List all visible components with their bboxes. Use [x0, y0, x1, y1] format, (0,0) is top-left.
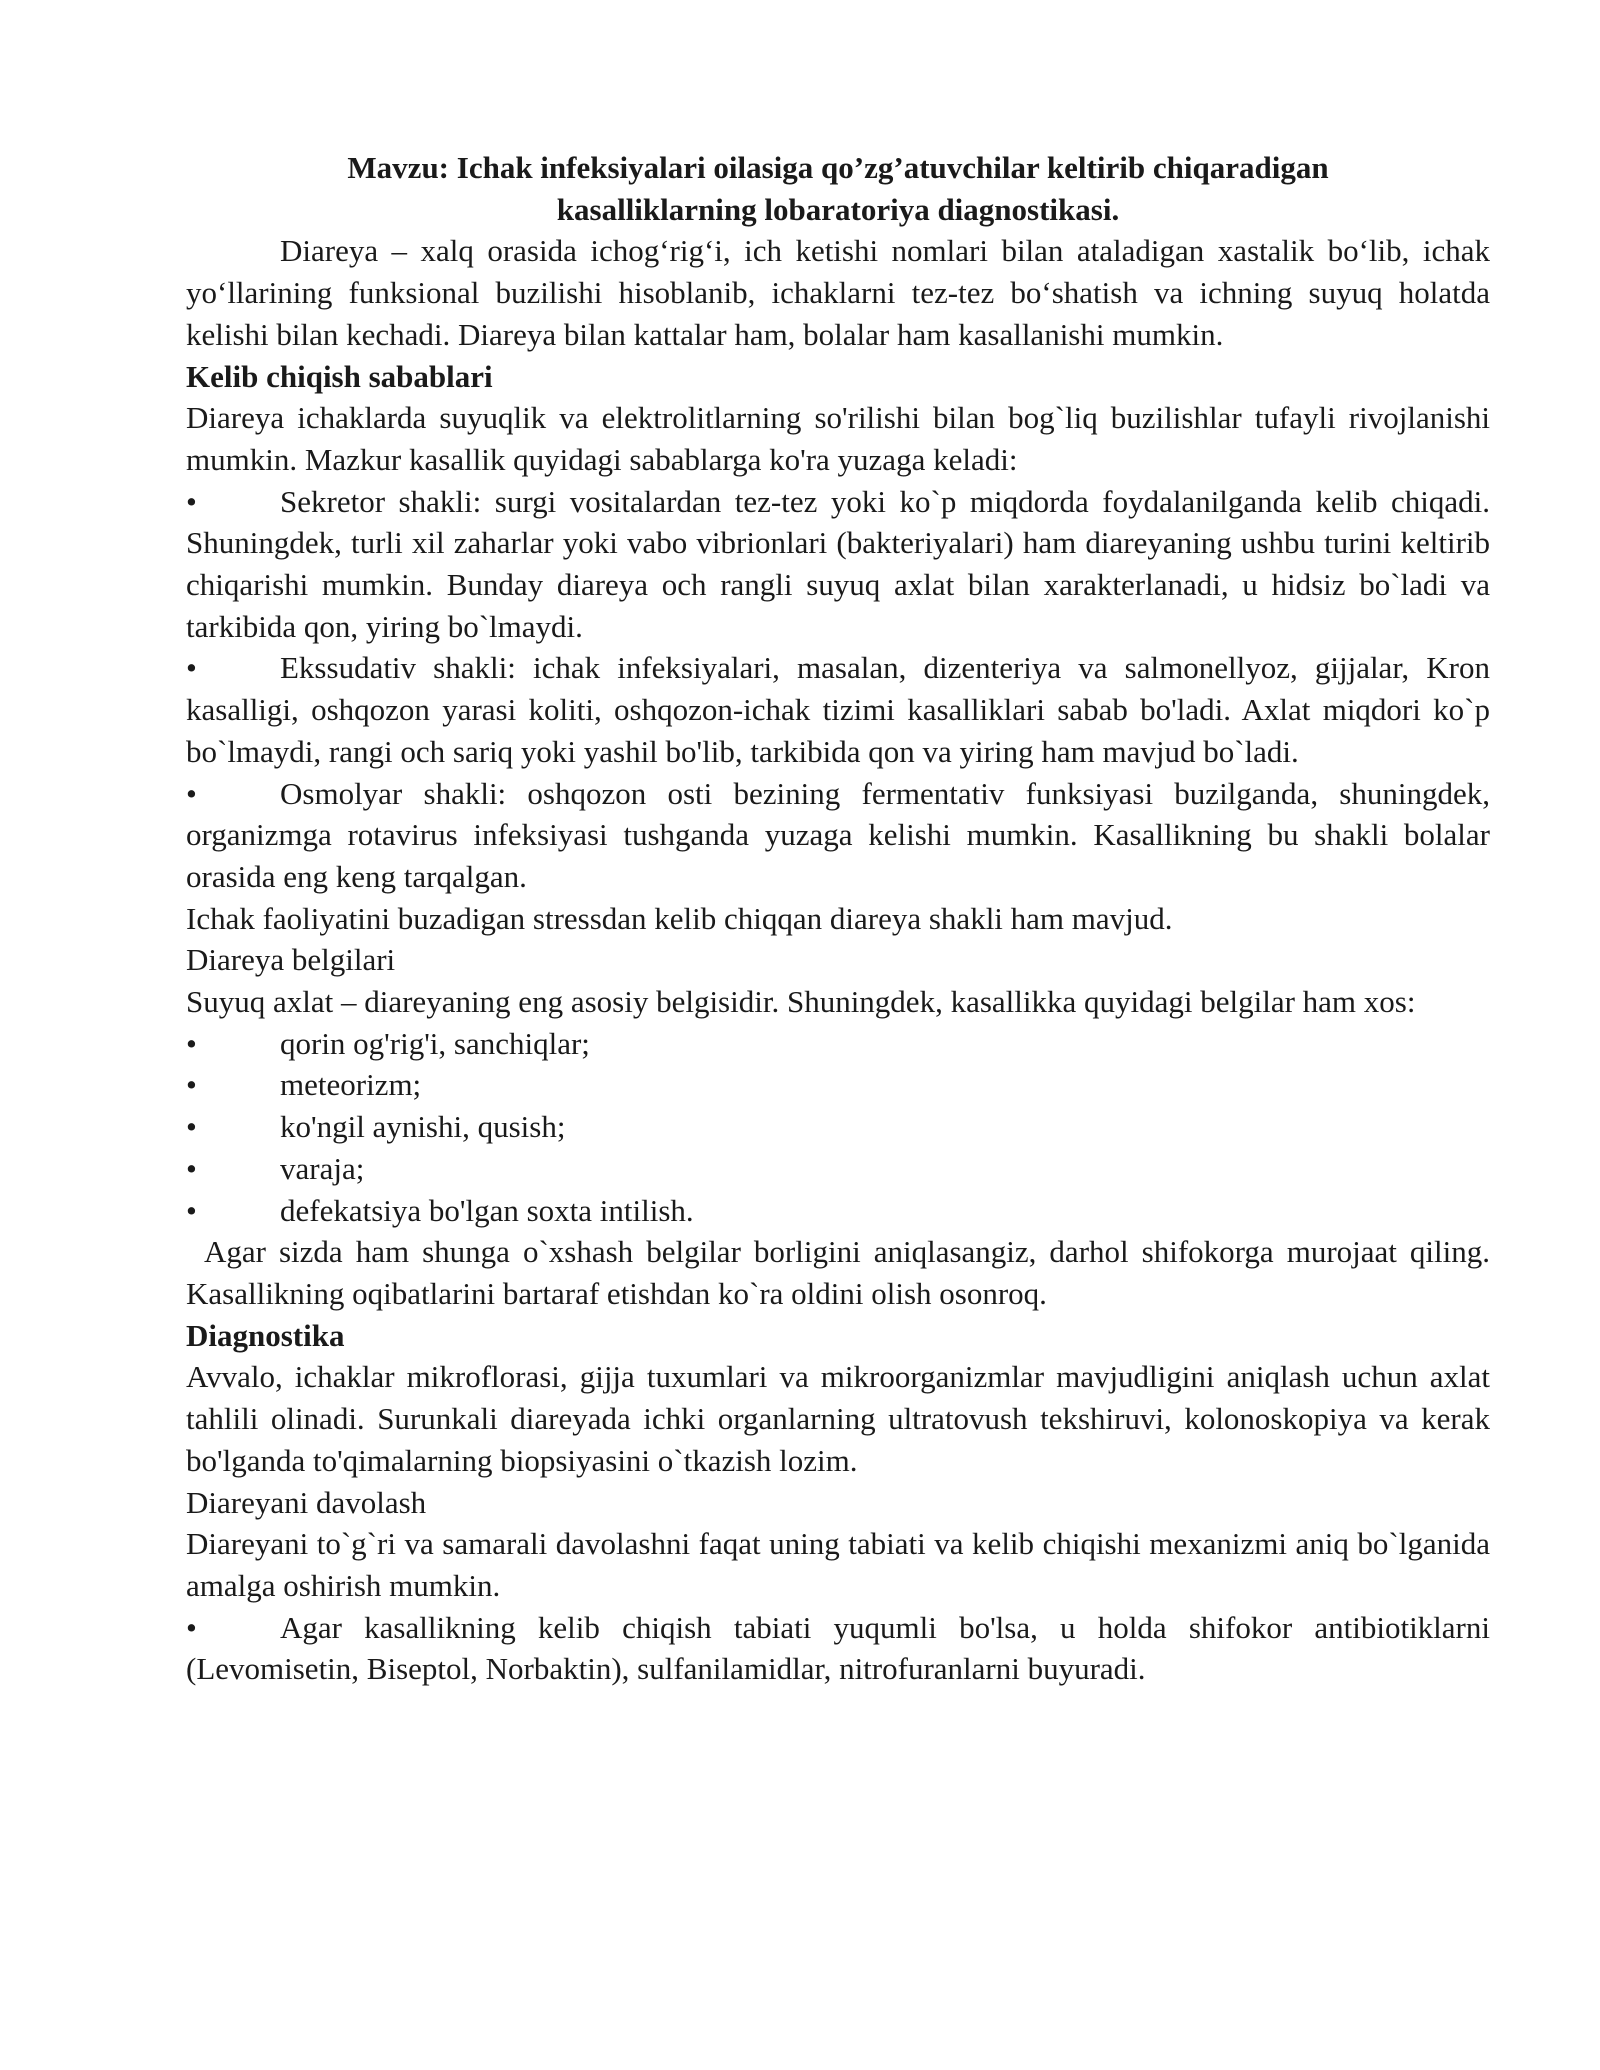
symptom-item-text: ko'ngil aynishi, qusish;	[280, 1109, 566, 1145]
bullet-marker: •	[186, 1067, 197, 1103]
symptom-item	[186, 1064, 1490, 1106]
diagnostics-paragraph: Avvalo, ichaklar mikroflorasi, gijja tuxumlari va mikroorganizmlar mavjudligini aniqlash uchun axlat tahlili olinadi. Surunkali diareyada ichki organlarning ultratovush tekshiruvi, kolonoskopiya va kerak bo'lganda to'qimalarning biopsiyasini o`tkazish lozim.	[186, 1359, 1490, 1478]
bullet-marker: •	[186, 1609, 197, 1645]
symptom-item-text: qorin og'rig'i, sanchiqlar;	[280, 1025, 590, 1061]
intro-paragraph: Diareya – xalq orasida ichog‘rig‘i, ich ketishi nomlari bilan ataladigan xastalik bo‘lib, ichak yo‘llarining funksional buzilishi hisoblanib, ichaklarni tez-tez bo‘shatish va ichning suyuq holatda kelishi bilan kechadi. Diareya bilan kattalar ham, bolalar ham kasallanishi mumkin.	[186, 233, 1490, 352]
bullet-marker: •	[186, 1150, 197, 1186]
bullet-marker: •	[186, 1109, 197, 1145]
treatment-paragraph: Diareyani to`g`ri va samarali davolashni faqat uning tabiati va kelib chiqishi mexanizmi aniq bo`lganida amalga oshirish mumkin.	[186, 1526, 1490, 1603]
bullet-marker: •	[186, 1192, 197, 1228]
symptom-item	[186, 1148, 1490, 1190]
bullet-marker: •	[186, 483, 197, 519]
stress-paragraph: Ichak faoliyatini buzadigan stressdan kelib chiqqan diareya shakli ham mavjud.	[186, 900, 1173, 936]
title-line-2: kasalliklarning lobaratoriya diagnostikasi.	[556, 191, 1120, 227]
cause-item-text: Ekssudativ shakli: ichak infeksiyalari, masalan, dizenteriya va salmonellyoz, gijjalar, Kron kasalligi, oshqozon yarasi koliti, oshqozon-ichak tizimi kasalliklari sabab bo'ladi. Axlat miqdori ko`p bo`lmaydi, rangi och sariq yoki yashil bo'lib, tarkibida qon va yiring ham mavjud bo`ladi.	[186, 650, 1490, 769]
heading-symptoms: Diareya belgilari	[186, 942, 396, 978]
title-line-1: Mavzu: Ichak infeksiyalari oilasiga qo’zg’atuvchilar keltirib chiqaradigan	[347, 150, 1329, 185]
advice-paragraph: Agar sizda ham shunga o`xshash belgilar borligini aniqlasangiz, darhol shifokorga murojaat qiling. Kasallikning oqibatlarini bartaraf etishdan ko`ra oldini olish osonroq.	[186, 1234, 1490, 1311]
bullet-marker: •	[186, 775, 197, 811]
symptom-item	[186, 1190, 1490, 1232]
causes-intro-paragraph: Diareya ichaklarda suyuqlik va elektrolitlarning so'rilishi bilan bog`liq buzilishlar tufayli rivojlanishi mumkin. Mazkur kasallik quyidagi sabablarga ko'ra yuzaga keladi:	[186, 400, 1490, 477]
cause-item-osmolar	[186, 773, 1490, 898]
document-title	[186, 147, 1490, 230]
symptoms-intro-paragraph: Suyuq axlat – diareyaning eng asosiy belgisidir. Shuningdek, kasallikka quyidagi belgilar ham xos:	[186, 984, 1416, 1020]
symptom-item	[186, 1106, 1490, 1148]
heading-diagnostics: Diagnostika	[186, 1317, 345, 1353]
symptom-item	[186, 1023, 1490, 1065]
bullet-marker: •	[186, 650, 197, 686]
cause-item-text: Osmolyar shakli: oshqozon osti bezining fermentativ funksiyasi buzilganda, shuningdek, organizmga rotavirus infeksiyasi tushganda yuzaga kelishi mumkin. Kasallikning bu shakli bolalar orasida eng keng tarqalgan.	[186, 775, 1490, 894]
cause-item-secretory	[186, 481, 1490, 648]
heading-treatment: Diareyani davolash	[186, 1484, 427, 1520]
treatment-item	[186, 1607, 1490, 1690]
document-body	[186, 147, 1490, 1690]
cause-item-text: Sekretor shakli: surgi vositalardan tez-tez yoki ko`p miqdorda foydalanilganda kelib chiqadi. Shuningdek, turli xil zaharlar yoki vabo vibrionlari (bakteriyalari) ham diareyaning ushbu turini keltirib chiqarishi mumkin. Bunday diareya och rangli suyuq axlat bilan xarakterlanadi, u hidsiz bo`ladi va tarkibida qon, yiring bo`lmaydi.	[186, 483, 1490, 644]
bullet-marker: •	[186, 1025, 197, 1061]
cause-item-exudative	[186, 647, 1490, 772]
heading-causes: Kelib chiqish sabablari	[186, 358, 493, 394]
symptom-item-text: defekatsiya bo'lgan soxta intilish.	[280, 1192, 694, 1228]
symptom-item-text: meteorizm;	[280, 1067, 422, 1103]
treatment-item-text: Agar kasallikning kelib chiqish tabiati yuqumli bo'lsa, u holda shifokor antibiotiklarni (Levomisetin, Biseptol, Norbaktin), sulfanilamidlar, nitrofuranlarni buyuradi.	[186, 1609, 1490, 1687]
symptom-item-text: varaja;	[280, 1150, 365, 1186]
